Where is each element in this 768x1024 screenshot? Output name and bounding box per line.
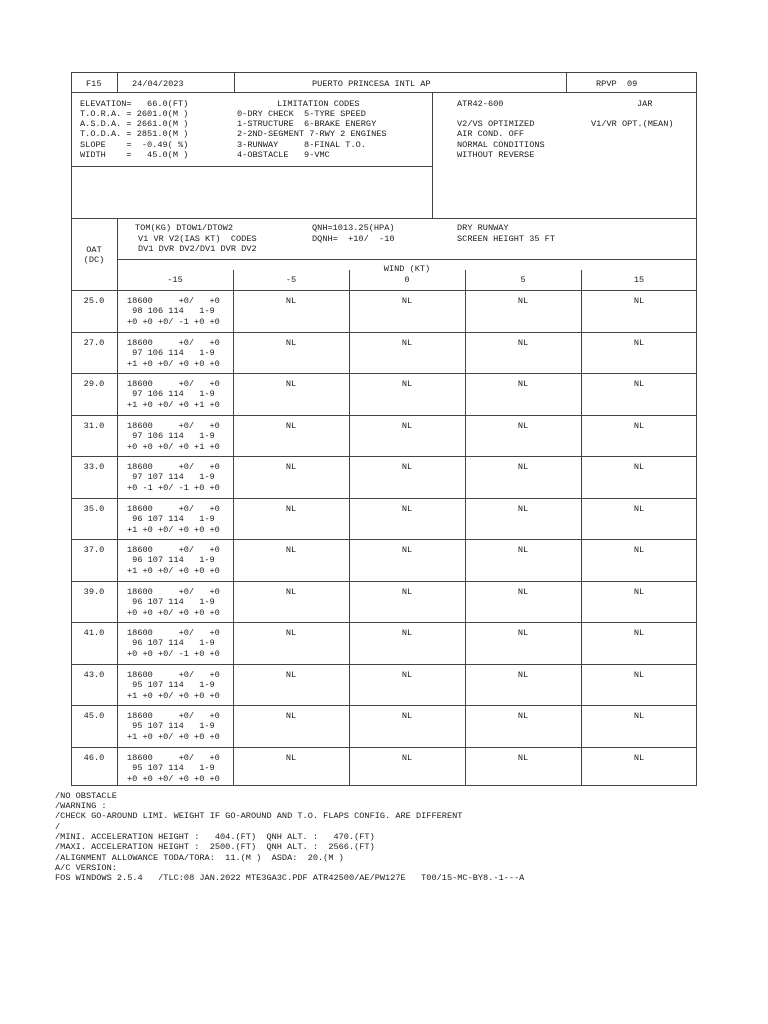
performance-cell-line: +1 +0 +0/ +0 +0 +0 xyxy=(127,732,220,742)
wind-column-header: -5 xyxy=(285,275,297,285)
row-divider xyxy=(71,747,697,748)
wind-top-rule xyxy=(117,259,697,260)
no-limit-cell: NL xyxy=(517,379,529,389)
footer-line: / xyxy=(55,822,61,832)
aircraft-config-line: WITHOUT REVERSE xyxy=(457,150,535,160)
no-limit-cell: NL xyxy=(633,462,645,472)
performance-cell-line: 18600 +0/ +0 xyxy=(127,462,220,472)
performance-cell-line: +1 +0 +0/ +0 +0 +0 xyxy=(127,359,220,369)
performance-cell-line: +1 +0 +0/ +0 +0 +0 xyxy=(127,566,220,576)
performance-cell-line: 96 107 114 1-9 xyxy=(127,555,215,565)
no-limit-cell: NL xyxy=(633,753,645,763)
oat-unit: (DC) xyxy=(83,255,105,265)
page-id: F15 xyxy=(86,79,102,89)
tora: T.O.R.A. = 2601.0(M ) xyxy=(80,109,189,119)
elevation: ELEVATION= 66.0(FT) xyxy=(80,99,189,109)
performance-cell-line: 18600 +0/ +0 xyxy=(127,504,220,514)
no-limit-cell: NL xyxy=(401,545,413,555)
no-limit-cell: NL xyxy=(401,338,413,348)
oat-value: 37.0 xyxy=(83,545,105,555)
header-divider-3 xyxy=(566,72,567,92)
performance-cell-line: 95 107 114 1-9 xyxy=(127,721,215,731)
performance-cell-line: 18600 +0/ +0 xyxy=(127,338,220,348)
footer-line: /ALIGNMENT ALLOWANCE TODA/TORA: 11.(M ) ASDA: 20.(M ) xyxy=(55,853,344,863)
no-limit-cell: NL xyxy=(517,670,529,680)
wind-column-header: -15 xyxy=(167,275,183,285)
no-limit-cell: NL xyxy=(401,711,413,721)
no-limit-cell: NL xyxy=(285,753,297,763)
performance-cell-line: 97 106 114 1-9 xyxy=(127,389,215,399)
slope: SLOPE = -0.49( %) xyxy=(80,140,189,150)
oat-value: 45.0 xyxy=(83,711,105,721)
footer-line: /MAXI. ACCELERATION HEIGHT : 2500.(FT) QNH ALT. : 2566.(FT) xyxy=(55,842,375,852)
no-limit-cell: NL xyxy=(633,628,645,638)
oat-value: 35.0 xyxy=(83,504,105,514)
footer-line: /CHECK GO-AROUND LIMI. WEIGHT IF GO-AROUND AND T.O. FLAPS CONFIG. ARE DIFFERENT xyxy=(55,811,463,821)
performance-cell-line: +0 +0 +0/ -1 +0 +0 xyxy=(127,649,220,659)
no-limit-cell: NL xyxy=(633,711,645,721)
no-limit-cell: NL xyxy=(285,462,297,472)
performance-cell-line: 18600 +0/ +0 xyxy=(127,545,220,555)
no-limit-cell: NL xyxy=(517,462,529,472)
performance-cell-line: 95 107 114 1-9 xyxy=(127,763,215,773)
row-divider xyxy=(71,622,697,623)
header-rule xyxy=(71,92,697,93)
oat-value: 33.0 xyxy=(83,462,105,472)
limitation-code-line: 3-RUNWAY 8-FINAL T.O. xyxy=(237,140,366,150)
row-divider xyxy=(71,581,697,582)
no-limit-cell: NL xyxy=(517,338,529,348)
oat-value: 41.0 xyxy=(83,628,105,638)
vr-optimization: V1/VR OPT.(MEAN) xyxy=(591,119,674,129)
wind-column-header: 5 xyxy=(520,275,526,285)
oat-column-divider xyxy=(117,218,118,786)
performance-cell-line: 18600 +0/ +0 xyxy=(127,379,220,389)
performance-cell-line: +0 +0 +0/ -1 +0 +0 xyxy=(127,317,220,327)
performance-cell-line: 18600 +0/ +0 xyxy=(127,587,220,597)
no-limit-cell: NL xyxy=(401,587,413,597)
performance-cell-line: +1 +0 +0/ +0 +0 +0 xyxy=(127,691,220,701)
performance-cell-line: 96 107 114 1-9 xyxy=(127,597,215,607)
airport-runway: RPVP 09 xyxy=(596,79,638,89)
performance-cell-line: +1 +0 +0/ +0 +1 +0 xyxy=(127,400,220,410)
limitation-codes-title: LIMITATION CODES xyxy=(277,99,360,109)
asda: A.S.D.A. = 2661.0(M ) xyxy=(80,119,189,129)
no-limit-cell: NL xyxy=(633,504,645,514)
no-limit-cell: NL xyxy=(517,296,529,306)
no-limit-cell: NL xyxy=(633,670,645,680)
legend-line-3: DV1 DVR DV2/DV1 DVR DV2 xyxy=(138,244,257,254)
chart-date: 24/04/2023 xyxy=(132,79,184,89)
no-limit-cell: NL xyxy=(285,338,297,348)
no-limit-cell: NL xyxy=(285,545,297,555)
performance-cell-line: 18600 +0/ +0 xyxy=(127,753,220,763)
row-divider xyxy=(71,664,697,665)
aircraft-config-line: NORMAL CONDITIONS xyxy=(457,140,545,150)
row-divider xyxy=(71,332,697,333)
header-divider-1 xyxy=(117,72,118,92)
no-limit-cell: NL xyxy=(285,628,297,638)
aircraft-type: ATR42-600 xyxy=(457,99,504,109)
no-limit-cell: NL xyxy=(285,587,297,597)
row-divider xyxy=(71,539,697,540)
footer-line: A/C VERSION: xyxy=(55,863,117,873)
no-limit-cell: NL xyxy=(517,628,529,638)
regulation: JAR xyxy=(637,99,653,109)
footer-line: /NO OBSTACLE xyxy=(55,791,117,801)
no-limit-cell: NL xyxy=(401,296,413,306)
performance-cell-line: 97 107 114 1-9 xyxy=(127,472,215,482)
no-limit-cell: NL xyxy=(401,504,413,514)
no-limit-cell: NL xyxy=(401,670,413,680)
runway-width: WIDTH = 45.0(M ) xyxy=(80,150,189,160)
performance-cell-line: 96 107 114 1-9 xyxy=(127,514,215,524)
limitation-code-line: 0-DRY CHECK 5-TYRE SPEED xyxy=(237,109,366,119)
no-limit-cell: NL xyxy=(517,711,529,721)
performance-cell-line: +1 +0 +0/ +0 +0 +0 xyxy=(127,525,220,535)
wind-column-header: 0 xyxy=(404,275,410,285)
toda: T.O.D.A. = 2851.0(M ) xyxy=(80,129,189,139)
header-divider-2 xyxy=(234,72,235,92)
no-limit-cell: NL xyxy=(401,628,413,638)
limitation-code-line: 4-OBSTACLE 9-VMC xyxy=(237,150,330,160)
no-limit-cell: NL xyxy=(633,379,645,389)
wind-column-header: 15 xyxy=(633,275,645,285)
qnh: QNH=1013.25(HPA) xyxy=(312,223,395,233)
performance-cell-line: 98 106 114 1-9 xyxy=(127,306,215,316)
oat-value: 39.0 xyxy=(83,587,105,597)
row-divider xyxy=(71,373,697,374)
oat-value: 31.0 xyxy=(83,421,105,431)
no-limit-cell: NL xyxy=(517,545,529,555)
footer-line: FOS WINDOWS 2.5.4 /TLC:08 JAN.2022 MTE3GA3C.PDF ATR42500/AE/PW127E T00/15-MC-BY8.-1---A xyxy=(55,873,525,883)
aircraft-config-line: V2/VS OPTIMIZED xyxy=(457,119,535,129)
performance-cell-line: 96 107 114 1-9 xyxy=(127,638,215,648)
performance-cell-line: 95 107 114 1-9 xyxy=(127,680,215,690)
oat-value: 25.0 xyxy=(83,296,105,306)
no-limit-cell: NL xyxy=(633,545,645,555)
airport-name: PUERTO PRINCESA INTL AP xyxy=(312,79,431,89)
oat-value: 29.0 xyxy=(83,379,105,389)
performance-cell-line: +0 +0 +0/ +0 +1 +0 xyxy=(127,442,220,452)
footer-line: /MINI. ACCELERATION HEIGHT : 404.(FT) QNH ALT. : 470.(FT) xyxy=(55,832,375,842)
oat-value: 46.0 xyxy=(83,753,105,763)
table-body-rule xyxy=(71,290,697,291)
aircraft-config-line: AIR COND. OFF xyxy=(457,129,525,139)
no-limit-cell: NL xyxy=(517,753,529,763)
no-limit-cell: NL xyxy=(401,421,413,431)
row-divider xyxy=(71,456,697,457)
no-limit-cell: NL xyxy=(285,504,297,514)
no-limit-cell: NL xyxy=(633,421,645,431)
dqnh: DQNH= +10/ -10 xyxy=(312,234,395,244)
oat-value: 27.0 xyxy=(83,338,105,348)
footer-line: /WARNING : xyxy=(55,801,107,811)
limitation-code-line: 2-2ND-SEGMENT 7-RWY 2 ENGINES xyxy=(237,129,387,139)
runway-state: DRY RUNWAY xyxy=(457,223,509,233)
performance-cell-line: +0 +0 +0/ +0 +0 +0 xyxy=(127,608,220,618)
performance-cell-line: +0 -1 +0/ -1 +0 +0 xyxy=(127,483,220,493)
legend-top-rule xyxy=(71,218,697,219)
performance-cell-line: 18600 +0/ +0 xyxy=(127,628,220,638)
no-limit-cell: NL xyxy=(401,753,413,763)
performance-cell-line: 18600 +0/ +0 xyxy=(127,711,220,721)
no-limit-cell: NL xyxy=(285,296,297,306)
screen-height: SCREEN HEIGHT 35 FT xyxy=(457,234,555,244)
row-divider xyxy=(71,498,697,499)
no-limit-cell: NL xyxy=(401,462,413,472)
no-limit-cell: NL xyxy=(633,587,645,597)
no-limit-cell: NL xyxy=(517,421,529,431)
wind-label: WIND (KT) xyxy=(383,264,431,274)
performance-cell-line: +0 +0 +0/ +0 +0 +0 xyxy=(127,774,220,784)
limitation-code-line: 1-STRUCTURE 6-BRAKE ENERGY xyxy=(237,119,377,129)
row-divider xyxy=(71,705,697,706)
no-limit-cell: NL xyxy=(285,670,297,680)
info-divider xyxy=(432,92,433,218)
no-limit-cell: NL xyxy=(401,379,413,389)
row-divider xyxy=(71,415,697,416)
no-limit-cell: NL xyxy=(517,587,529,597)
oat-label: OAT xyxy=(86,245,102,255)
performance-cell-line: 97 106 114 1-9 xyxy=(127,348,215,358)
no-limit-cell: NL xyxy=(285,711,297,721)
legend-line-2: V1 VR V2(IAS KT) CODES xyxy=(138,234,257,244)
performance-cell-line: 18600 +0/ +0 xyxy=(127,670,220,680)
performance-cell-line: 97 106 114 1-9 xyxy=(127,431,215,441)
legend-line-1: TOM(KG) DTOW1/DTOW2 xyxy=(135,223,233,233)
no-limit-cell: NL xyxy=(517,504,529,514)
performance-cell-line: 18600 +0/ +0 xyxy=(127,296,220,306)
info-rule xyxy=(71,166,432,167)
no-limit-cell: NL xyxy=(633,296,645,306)
performance-cell-line: 18600 +0/ +0 xyxy=(127,421,220,431)
no-limit-cell: NL xyxy=(633,338,645,348)
oat-value: 43.0 xyxy=(83,670,105,680)
no-limit-cell: NL xyxy=(285,421,297,431)
no-limit-cell: NL xyxy=(285,379,297,389)
